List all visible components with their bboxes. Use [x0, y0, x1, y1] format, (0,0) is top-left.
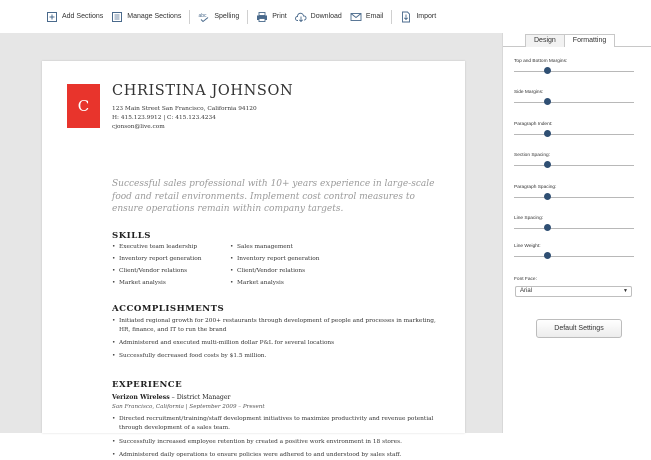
contact-address: 123 Main Street San Francisco, California 94120	[112, 106, 257, 112]
control-line-spacing	[514, 216, 634, 232]
professional-summary: Successful sales professional with 10+ years experience in large-scale food and retail environments. Implement cost control measures to ensure operations remain within company targets.	[112, 179, 435, 214]
cloud-download-icon	[295, 11, 307, 23]
tab-formatting[interactable]: Formatting	[564, 34, 615, 47]
manage-sections-icon	[111, 11, 123, 23]
add-sections-button[interactable]	[46, 11, 103, 23]
section-spacing-slider[interactable]	[514, 161, 634, 169]
side-margins-slider[interactable]	[514, 98, 634, 106]
slider-knob[interactable]	[544, 252, 551, 259]
control-paragraph-indent	[514, 122, 634, 138]
svg-text:abc: abc	[198, 12, 207, 19]
slider-knob[interactable]	[544, 130, 551, 137]
resume-document[interactable]	[42, 61, 465, 458]
skill-item: • Client/Vendor relations	[230, 268, 306, 274]
skill-item: • Client/Vendor relations	[112, 268, 188, 274]
slider-knob[interactable]	[544, 193, 551, 200]
tab-design[interactable]: Design	[525, 34, 565, 47]
toolbar-divider	[391, 10, 392, 24]
control-line-weight	[514, 244, 634, 260]
control-side-margins	[514, 90, 634, 106]
control-paragraph-spacing	[514, 185, 634, 201]
job-location-dates: San Francisco, California | September 2009 – Present	[112, 404, 265, 410]
slider-knob[interactable]	[544, 224, 551, 231]
printer-icon	[256, 11, 268, 23]
control-label: Top and Bottom Margins:	[514, 59, 568, 64]
toolbar-divider	[189, 10, 190, 24]
formatting-panel	[502, 33, 650, 433]
envelope-icon	[350, 11, 362, 23]
slider-knob[interactable]	[544, 67, 551, 74]
print-button[interactable]	[256, 11, 286, 23]
spelling-check-icon	[198, 11, 210, 23]
panel-tabs	[525, 34, 614, 47]
line-weight-slider[interactable]	[514, 252, 634, 260]
download-label: Download	[310, 13, 342, 20]
import-file-icon	[400, 11, 412, 23]
spelling-button[interactable]	[198, 11, 239, 23]
download-button[interactable]	[295, 11, 342, 23]
skill-item: • Inventory report generation	[112, 256, 202, 262]
skill-item: • Market analysis	[230, 280, 284, 286]
control-label: Line Spacing:	[514, 216, 544, 221]
job-company: Verizon Wireless	[112, 394, 170, 401]
job-bullet: • Successfully increased employee retention by created a positive work environment in 18 stores.	[112, 439, 402, 445]
manage-sections-button[interactable]	[111, 11, 181, 23]
spelling-label: Spelling	[214, 13, 240, 20]
skill-item: • Sales management	[230, 244, 293, 250]
paragraph-spacing-slider[interactable]	[514, 193, 634, 201]
accomplishment-item: • Successfully decreased food costs by $1.5 million.	[112, 353, 267, 359]
default-settings-button[interactable]: Default Settings	[536, 319, 622, 338]
skill-item: • Executive team leadership	[112, 244, 198, 250]
control-section-spacing	[514, 153, 634, 169]
job-role: – District Manager	[169, 394, 231, 401]
skill-item: • Market analysis	[112, 280, 166, 286]
control-label: Section Spacing:	[514, 153, 551, 158]
resume-name: CHRISTINA JOHNSON	[112, 83, 294, 99]
control-label: Paragraph Spacing:	[514, 185, 557, 190]
email-button[interactable]	[350, 11, 384, 23]
experience-heading: EXPERIENCE	[112, 380, 183, 390]
font-face-value: Arial	[520, 288, 533, 294]
toolbar	[0, 0, 650, 33]
monogram-badge: C	[67, 84, 100, 128]
slider-knob[interactable]	[544, 98, 551, 105]
slider-knob[interactable]	[544, 161, 551, 168]
paragraph-indent-slider[interactable]	[514, 130, 634, 138]
accomplishment-item: • Administered and executed multi-million dollar P&L for several locations	[112, 340, 335, 346]
toolbar-divider	[247, 10, 248, 24]
control-label: Paragraph Indent:	[514, 122, 553, 127]
job-title	[112, 394, 230, 401]
control-label: Side Margins:	[514, 90, 544, 95]
font-face-select[interactable]	[515, 286, 632, 297]
control-font-face	[514, 277, 634, 282]
email-label: Email	[365, 13, 384, 20]
print-label: Print	[272, 13, 287, 20]
skill-item: • Inventory report generation	[230, 256, 320, 262]
control-top-bottom-margins	[514, 59, 634, 75]
import-button[interactable]	[400, 11, 436, 23]
add-sections-icon	[46, 11, 58, 23]
resume-workspace	[0, 33, 502, 458]
accomplishment-item: • Initiated regional growth for 200+ restaurants through development of people and processes in marketing, HR, finance, and IT to run the brand	[112, 318, 436, 333]
accomplishments-heading: ACCOMPLISHMENTS	[112, 304, 225, 314]
font-face-label: Font Face:	[514, 277, 537, 282]
job-bullet: • Directed recruitment/training/staff development initiatives to maximize productivity and revenue potential through development of a sales team.	[112, 416, 434, 431]
add-sections-label: Add Sections	[62, 13, 104, 20]
control-label: Line Weight:	[514, 244, 541, 249]
import-label: Import	[416, 13, 437, 20]
line-spacing-slider[interactable]	[514, 224, 634, 232]
job-bullet: • Administered daily operations to ensure policies were adhered to and understood by sales staff.	[112, 452, 402, 458]
skills-heading: SKILLS	[112, 231, 151, 241]
manage-sections-label: Manage Sections	[127, 13, 182, 20]
contact-email: cjonson@live.com	[112, 124, 165, 130]
dropdown-arrow-icon: ▼	[623, 288, 628, 294]
top-bottom-margins-slider[interactable]	[514, 67, 634, 75]
contact-phones: H: 415.123.9912 | C: 415.123.4234	[112, 115, 216, 121]
